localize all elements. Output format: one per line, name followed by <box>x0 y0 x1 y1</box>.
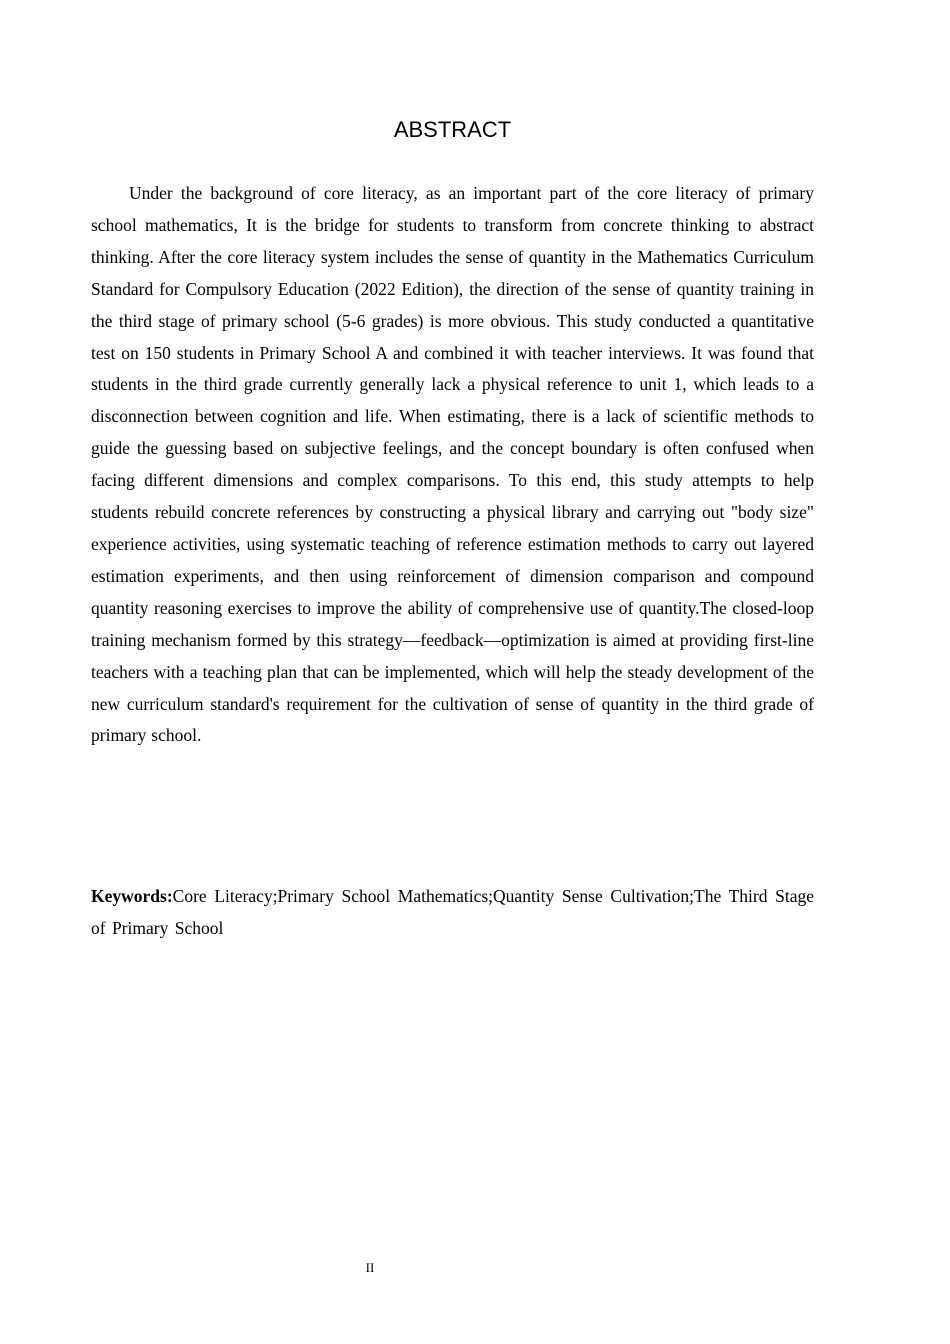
keywords-label: Keywords: <box>91 886 173 906</box>
keywords-paragraph <box>91 880 814 944</box>
abstract-body: Under the background of core literacy, as an important part of the core literacy of primary school mathematics, It is the bridge for students to transform from concrete thinking to abstract thinking. After the core literacy system includes the sense of quantity in the Mathematics Curriculum Standard for Compulsory Education (2022 Edition), the direction of the sense of quantity training in the third stage of primary school (5-6 grades) is more obvious. This study conducted a quantitative test on 150 students in Primary School A and combined it with teacher interviews. It was found that students in the third grade currently generally lack a physical reference to unit 1, which leads to a disconnection between cognition and life. When estimating, there is a lack of scientific methods to guide the guessing based on subjective feelings, and the concept boundary is often confused when facing different dimensions and complex comparisons. To this end, this study attempts to help students rebuild concrete references by constructing a physical library and carrying out "body size" experience activities, using systematic teaching of reference estimation methods to carry out layered estimation experiments, and then using reinforcement of dimension comparison and compound quantity reasoning exercises to improve the ability of comprehensive use of quantity.The closed-loop training mechanism formed by this strategy—feedback—optimization is aimed at providing first-line teachers with a teaching plan that can be implemented, which will help the steady development of the new curriculum standard's requirement for the cultivation of sense of quantity in the third grade of primary school. <box>91 183 814 746</box>
keywords-text: Core Literacy;Primary School Mathematics;Quantity Sense Cultivation;The Third Stage of Primary School <box>91 886 814 938</box>
abstract-title: ABSTRACT <box>393 117 512 142</box>
page-number: II <box>365 1260 375 1275</box>
